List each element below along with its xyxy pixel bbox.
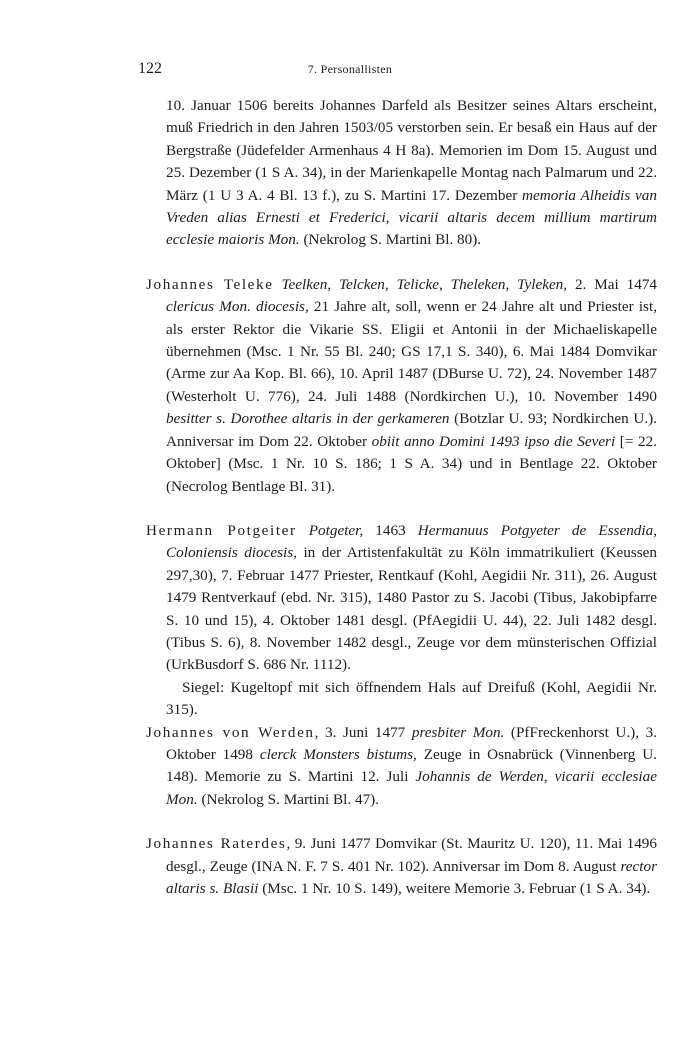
latin-quote: Hermanuus Potgyeter de Essendia, Coloniensis diocesis, xyxy=(166,521,657,562)
text-block xyxy=(146,95,657,900)
latin-quote: Johannis de Werden, vicarii ecclesiae Mon. xyxy=(166,768,657,808)
latin-quote: clericus Mon. diocesis, xyxy=(166,298,309,316)
text-run: [= 22. Oktober] (Msc. 1 Nr. 10 S. 186; 1 S A. 34) und in Bentlage 22. Oktober (Necrolog Bentlage Bl. 31). xyxy=(166,432,657,495)
entry-continuation xyxy=(146,95,657,252)
person-name: Hermann Potgeiter xyxy=(146,521,297,539)
latin-quote: presbiter Mon. xyxy=(411,723,505,741)
text-run: 21 Jahre alt, soll, wenn er 24 Jahre alt und Priester ist, als erster Rektor die Vikarie SS. Eligii et Antonii in der Michaeliskapelle übernehmen (Msc. 1 Nr. 55 Bl. 240; GS 17,1 S. 340), 6. Mai 1484 Domvikar (Arme zur Aa Kop. Bl. 66), 10. April 1487 (DBurse U. 72), 24. November 1487 (Westerholt U. 776), 24. Juli 1488 (Nordkirchen U.), 10. November 1490 xyxy=(166,298,657,405)
latin-quote: memoria Alheidis van Vreden alias Ernesti et Frederici, vicarii altaris decem millium martirum ecclesie maioris Mon. xyxy=(166,186,657,249)
text-run: (PfFreckenhorst U.), 3. Oktober 1498 xyxy=(166,723,657,763)
latin-quote: rector altaris s. Blasii xyxy=(166,857,657,897)
entry-johannes-von-werden xyxy=(146,722,657,812)
person-name: Johannes Teleke xyxy=(146,275,274,293)
latin-quote: obiit anno Domini 1493 ipso die Severi xyxy=(371,432,616,450)
latin-quote: Teelken, Telcken, Telicke, Theleken, Tyleken, xyxy=(281,275,568,293)
text-run: (Nekrolog S. Martini Bl. 80). xyxy=(299,231,482,249)
text-run xyxy=(297,522,309,539)
seal-note: Siegel: Kugeltopf mit sich öffnendem Hals auf Dreifuß (Kohl, Aegidii Nr. 315). xyxy=(166,678,657,719)
page-number: 122 xyxy=(138,60,162,77)
text-run: 10. Januar 1506 bereits Johannes Darfeld als Besitzer seines Altars erscheint, muß Friedrich in den Jahren 1503/05 verstorben sein. Er besaß ein Haus auf der Bergstraße (Jüdefelder Armenhaus 4 H 8a). Memorien im Dom 15. August und 25. Dezember (1 S A. 34), in der Marienkapelle Montag nach Palmarum und 22. März (1 U 3 A. 4 Bl. 13 f.), zu S. Martini 17. Dezember xyxy=(166,97,657,204)
running-head: 7. Personallisten xyxy=(307,62,393,76)
text-run: (Msc. 1 Nr. 10 S. 149), weitere Memorie 3. Februar (1 S A. 34). xyxy=(258,880,651,897)
text-run: (Botzlar U. 93; Nordkirchen U.). Anniversar im Dom 22. Oktober xyxy=(166,410,657,450)
text-run: 1463 xyxy=(363,521,418,539)
text-run: in der Artistenfakultät zu Köln immatrikuliert (Keussen 297,30), 7. Februar 1477 Priester, Rentkauf (Kohl, Aegidii Nr. 311), 26. August 1479 Rentverkauf (ebd. Nr. 315), 1480 Pastor zu S. Jacobi (Tibus, Jakobipfarre S. 10 und 15), 4. Oktober 1481 desgl. (PfAegidii U. 44), 22. Juli 1482 desgl. (Tibus S. 6), 8. November 1482 desgl., Zeuge vor dem münsterischen Offizial (UrkBusdorf S. 686 Nr. 1112). xyxy=(166,544,658,674)
latin-quote: clerck Monsters bistums, xyxy=(259,745,417,763)
entry-hermann-potgeiter xyxy=(146,520,657,677)
latin-quote: besitter s. Dorothee altaris in der gerkameren xyxy=(166,410,450,428)
latin-quote: Potgeter, xyxy=(308,521,364,539)
text-run: , 9. Juni 1477 Domvikar (St. Mauritz U. 120), 11. Mai 1496 desgl., Zeuge (INA N. F. 7 S. 401 Nr. 102). Anniversar im Dom 8. August xyxy=(166,835,657,875)
person-name: Johannes von Werden xyxy=(146,723,315,741)
entry-johannes-teleke xyxy=(146,274,657,498)
text-run: Zeuge in Osnabrück (Vinnenberg U. 148). Memorie zu S. Martini 12. Juli xyxy=(166,745,657,786)
text-run: 2. Mai 1474 xyxy=(567,275,658,293)
text-run: , 3. Juni 1477 xyxy=(314,723,412,741)
person-name: Johannes Raterdes xyxy=(146,835,287,853)
entry-johannes-raterdes xyxy=(146,833,657,900)
text-run: (Nekrolog S. Martini Bl. 47). xyxy=(197,790,380,808)
